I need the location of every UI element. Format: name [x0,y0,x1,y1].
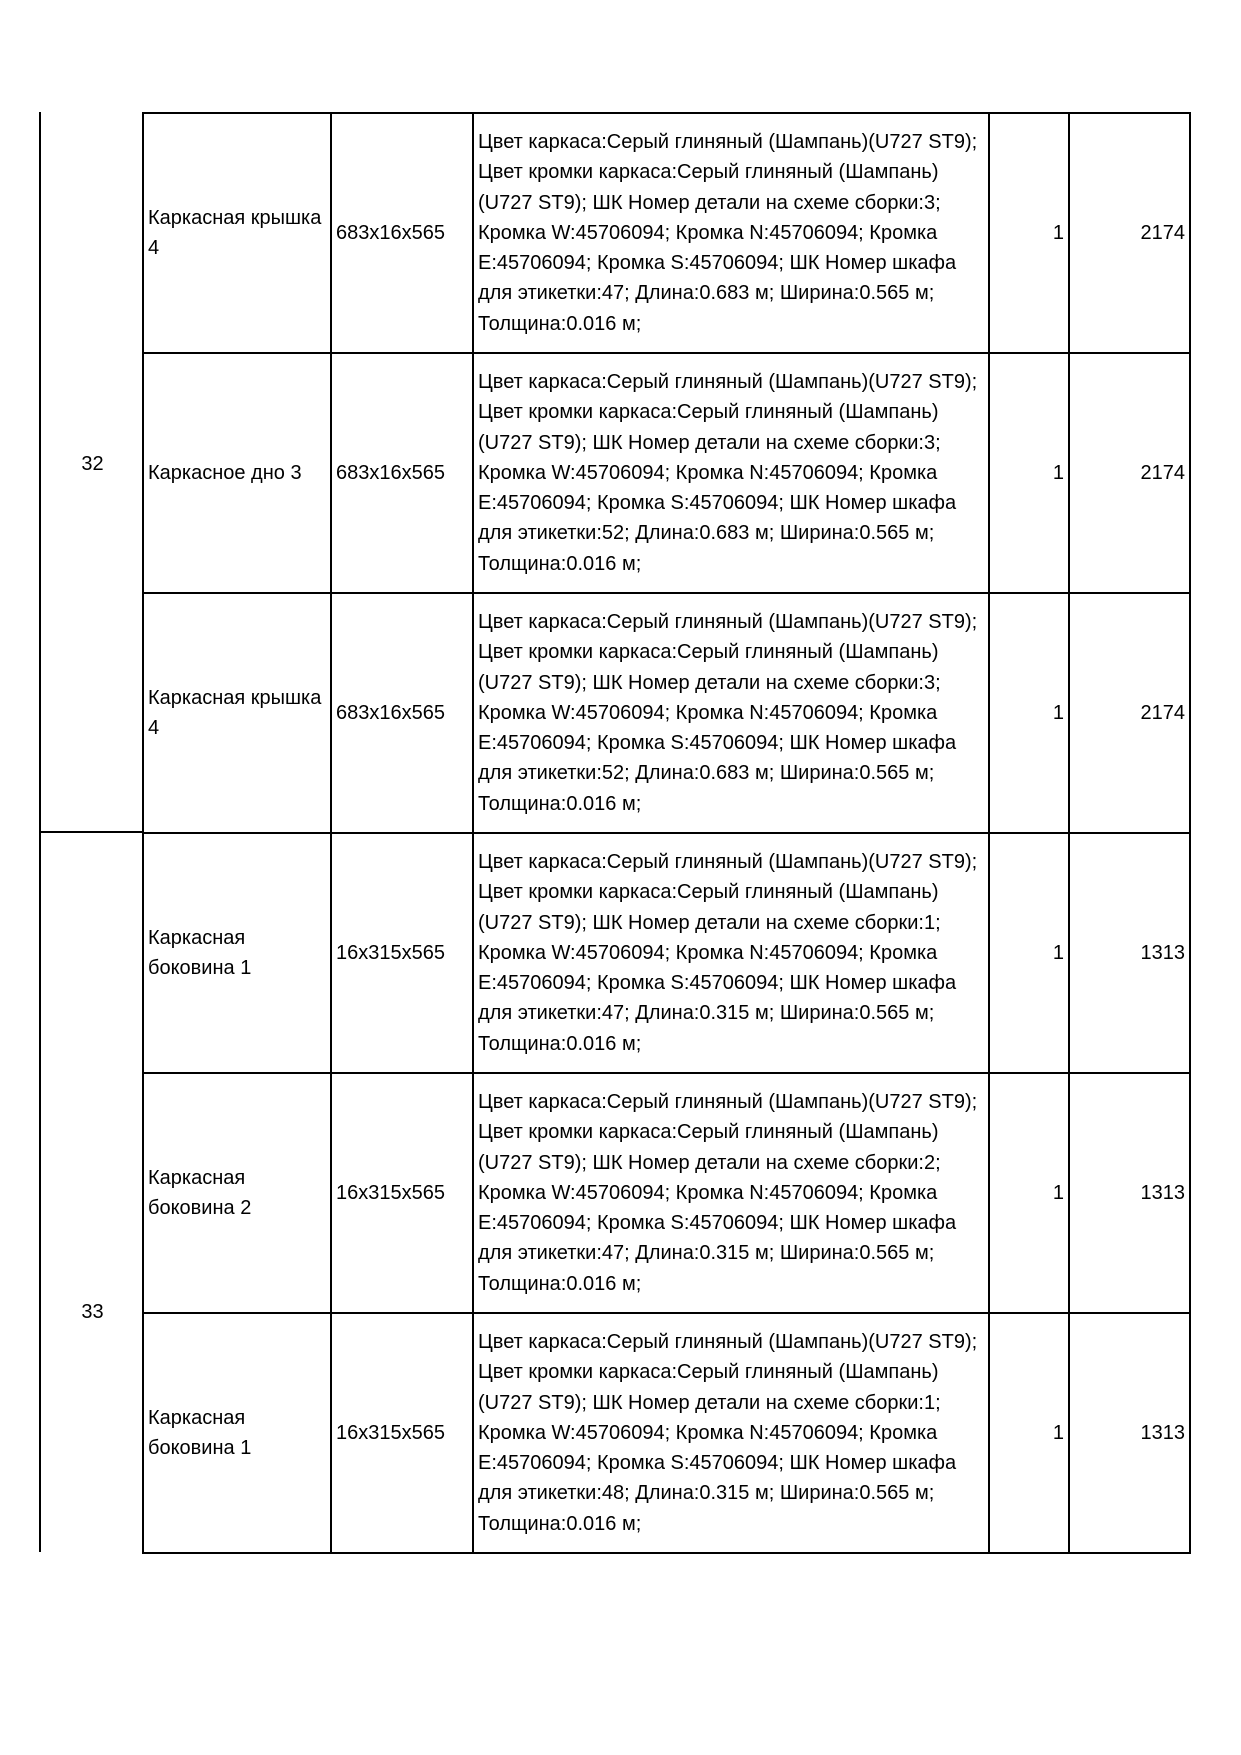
item-code: 1313 [1069,1073,1190,1313]
item-quantity: 1 [989,1313,1069,1553]
item-quantity: 1 [989,833,1069,1073]
item-code: 1313 [1069,833,1190,1073]
item-quantity: 1 [989,113,1069,353]
item-size: 16x315x565 [331,1313,473,1553]
item-quantity: 1 [989,1073,1069,1313]
item-name: Каркасная боковина 1 [143,1313,331,1553]
group-column-32 [39,112,144,832]
item-code: 1313 [1069,1313,1190,1553]
item-description: Цвет каркаса:Серый глиняный (Шампань)(U727 ST9); Цвет кромки каркаса:Серый глиняный (Шампань)(U727 ST9); ШК Номер детали на схеме сборки:3; Кромка W:45706094; Кромка N:45706094; Кромка E:45706094; Кромка S:45706094; ШК Номер шкафа для этикетки:47; Длина:0.683 м; Ширина:0.565 м; Толщина:0.016 м; [473,113,989,353]
item-size: 16x315x565 [331,1073,473,1313]
group-number: 33 [81,1301,104,1323]
item-description: Цвет каркаса:Серый глиняный (Шампань)(U727 ST9); Цвет кромки каркаса:Серый глиняный (Шампань)(U727 ST9); ШК Номер детали на схеме сборки:1; Кромка W:45706094; Кромка N:45706094; Кромка E:45706094; Кромка S:45706094; ШК Номер шкафа для этикетки:47; Длина:0.315 м; Ширина:0.565 м; Толщина:0.016 м; [473,833,989,1073]
item-size: 683x16x565 [331,113,473,353]
item-description: Цвет каркаса:Серый глиняный (Шампань)(U727 ST9); Цвет кромки каркаса:Серый глиняный (Шампань)(U727 ST9); ШК Номер детали на схеме сборки:1; Кромка W:45706094; Кромка N:45706094; Кромка E:45706094; Кромка S:45706094; ШК Номер шкафа для этикетки:48; Длина:0.315 м; Ширина:0.565 м; Толщина:0.016 м; [473,1313,989,1553]
items-table [142,112,1191,1554]
item-quantity: 1 [989,353,1069,593]
item-name: Каркасная крышка 4 [143,593,331,833]
item-size: 16x315x565 [331,833,473,1073]
item-code: 2174 [1069,593,1190,833]
table-row [143,1313,1190,1553]
item-description: Цвет каркаса:Серый глиняный (Шампань)(U727 ST9); Цвет кромки каркаса:Серый глиняный (Шампань)(U727 ST9); ШК Номер детали на схеме сборки:3; Кромка W:45706094; Кромка N:45706094; Кромка E:45706094; Кромка S:45706094; ШК Номер шкафа для этикетки:52; Длина:0.683 м; Ширина:0.565 м; Толщина:0.016 м; [473,593,989,833]
item-description: Цвет каркаса:Серый глиняный (Шампань)(U727 ST9); Цвет кромки каркаса:Серый глиняный (Шампань)(U727 ST9); ШК Номер детали на схеме сборки:2; Кромка W:45706094; Кромка N:45706094; Кромка E:45706094; Кромка S:45706094; ШК Номер шкафа для этикетки:47; Длина:0.315 м; Ширина:0.565 м; Толщина:0.016 м; [473,1073,989,1313]
group-number: 32 [81,453,104,475]
table-row [143,113,1190,353]
item-code: 2174 [1069,353,1190,593]
item-name: Каркасная боковина 2 [143,1073,331,1313]
item-name: Каркасная боковина 1 [143,833,331,1073]
table-row [143,1073,1190,1313]
group-column-33 [39,832,144,1552]
table-row [143,353,1190,593]
item-name: Каркасная крышка 4 [143,113,331,353]
item-code: 2174 [1069,113,1190,353]
item-size: 683x16x565 [331,353,473,593]
item-description: Цвет каркаса:Серый глиняный (Шампань)(U727 ST9); Цвет кромки каркаса:Серый глиняный (Шампань)(U727 ST9); ШК Номер детали на схеме сборки:3; Кромка W:45706094; Кромка N:45706094; Кромка E:45706094; Кромка S:45706094; ШК Номер шкафа для этикетки:52; Длина:0.683 м; Ширина:0.565 м; Толщина:0.016 м; [473,353,989,593]
item-size: 683x16x565 [331,593,473,833]
table-row [143,593,1190,833]
item-quantity: 1 [989,593,1069,833]
item-name: Каркасное дно 3 [143,353,331,593]
table-row [143,833,1190,1073]
